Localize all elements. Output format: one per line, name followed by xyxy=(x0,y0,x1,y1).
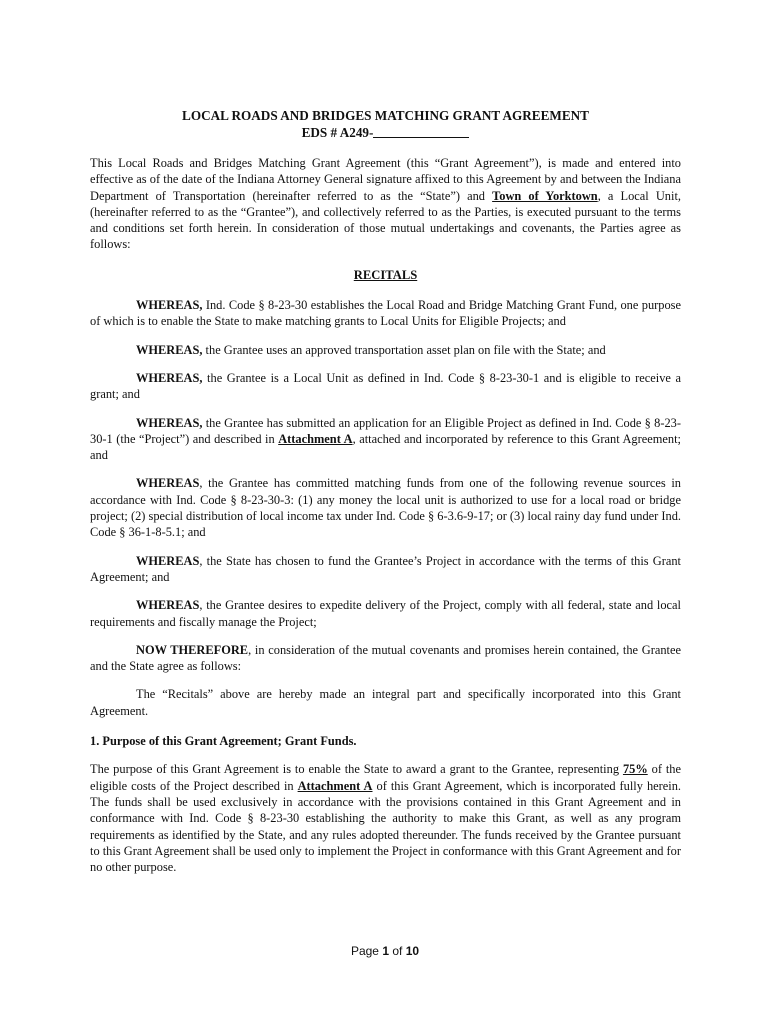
recital-5 xyxy=(90,475,681,540)
intro-text-1: This Local Roads and Bridges Matching Grant Agreement (this “Grant Agreement”), is made and entered into effective as of the date of the Indiana Attorney General signature affixed to this Agreement by and between the Indiana Department of Transportation (hereinafter referred to as the “State”) and xyxy=(90,156,681,203)
eds-number-blank xyxy=(373,125,469,138)
now-therefore-clause xyxy=(90,642,681,675)
page-footer xyxy=(0,944,770,958)
recital-text: Ind. Code § 8-23-30 establishes the Local Road and Bridge Matching Grant Fund, one purpose of which is to enable the State to make matching grants to Local Units for Eligible Projects; and xyxy=(90,298,681,329)
attachment-a-reference: Attachment A xyxy=(297,778,373,793)
page-label: Page xyxy=(350,944,379,958)
of-label: of xyxy=(392,944,403,958)
attachment-a-reference: Attachment A xyxy=(278,431,353,446)
recital-lead: WHEREAS, xyxy=(136,370,203,385)
now-therefore-lead: NOW THEREFORE xyxy=(136,642,249,657)
recitals-heading: RECITALS xyxy=(353,267,418,282)
document-body xyxy=(90,107,681,875)
section-1-body xyxy=(90,761,681,875)
recital-2 xyxy=(90,342,681,358)
grant-percentage: 75% xyxy=(622,762,648,777)
intro-text-2: , a Local Unit, (hereinafter referred to as the “Grantee”), and collectively referred to as the Parties, is executed pursuant to the terms and conditions set forth herein. In consideration of those mutual undertakings and covenants, the Parties agree as follows: xyxy=(90,188,681,252)
recital-text: , the State has chosen to fund the Grantee’s Project in accordance with the terms of this Grant Agreement; and xyxy=(90,553,681,584)
recital-lead: WHEREAS xyxy=(136,598,200,613)
recital-text: the Grantee is a Local Unit as defined in Ind. Code § 8-23-30-1 and is eligible to receive a grant; and xyxy=(90,370,681,402)
section-1-text: of the eligible costs of the Project described in xyxy=(90,762,681,793)
recital-text: , the Grantee has committed matching funds from one of the following revenue sources in accordance with Ind. Code § 8-23-30-3: (1) any money the local unit is authorized to use for a local road or bridge project; (2) special distribution of local income tax under Ind. Code § 6-3.6-9-17; or (3) local rainy day fund under Ind. Code § 36-1-8-5.1; and xyxy=(90,476,681,540)
recital-7 xyxy=(90,597,681,630)
recital-1 xyxy=(90,297,681,330)
recital-text: , attached and incorporated by reference to this Grant Agreement; and xyxy=(90,431,681,463)
grantee-name: Town of Yorktown xyxy=(492,188,598,203)
recitals-incorporated: The “Recitals” above are hereby made an integral part and specifically incorporated into this Grant Agreement. xyxy=(90,687,681,718)
recital-lead: WHEREAS xyxy=(136,553,200,568)
recital-text: , the Grantee desires to expedite delivery of the Project, comply with all federal, state and local requirements and fiscally manage the Project; xyxy=(90,598,681,629)
current-page-number: 1 xyxy=(382,944,389,958)
document-title xyxy=(90,107,681,141)
section-1-text: of this Grant Agreement, which is incorporated fully herein. The funds shall be used exclusively in accordance with the provisions contained in this Grant Agreement and in conformance with Ind. Code § 8-23-30 establishing the authority to make this Grant, as well as any program requirements as identified by the State, and any rules adopted thereunder. The funds received by the Grantee pursuant to this Grant Agreement shall be used only to implement the Project in conformance with this Grant Agreement and for no other purpose. xyxy=(90,778,681,875)
eds-number: EDS # A249- xyxy=(301,125,374,140)
recital-6 xyxy=(90,553,681,586)
section-1-heading: 1. Purpose of this Grant Agreement; Grant Funds. xyxy=(90,734,357,749)
title-text: LOCAL ROADS AND BRIDGES MATCHING GRANT AGREEMENT xyxy=(182,108,589,123)
recital-4 xyxy=(90,415,681,464)
recital-text: the Grantee uses an approved transportation asset plan on file with the State; and xyxy=(202,342,606,357)
now-therefore-text: , in consideration of the mutual covenants and promises herein contained, the Grantee and the State agree as follows: xyxy=(90,642,681,674)
recital-lead: WHEREAS, xyxy=(136,415,203,430)
recital-lead: WHEREAS, xyxy=(136,298,203,313)
recital-lead: WHEREAS, xyxy=(136,342,203,357)
section-1-text: The purpose of this Grant Agreement is to enable the State to award a grant to the Grantee, representing xyxy=(90,762,623,777)
total-pages: 10 xyxy=(405,944,420,958)
recital-lead: WHEREAS xyxy=(136,476,200,491)
recital-3 xyxy=(90,370,681,403)
recital-text: the Grantee has submitted an application for an Eligible Project as defined in Ind. Code § 8-23-30-1 (the “Project”) and described in xyxy=(90,415,681,446)
intro-paragraph xyxy=(90,155,681,253)
